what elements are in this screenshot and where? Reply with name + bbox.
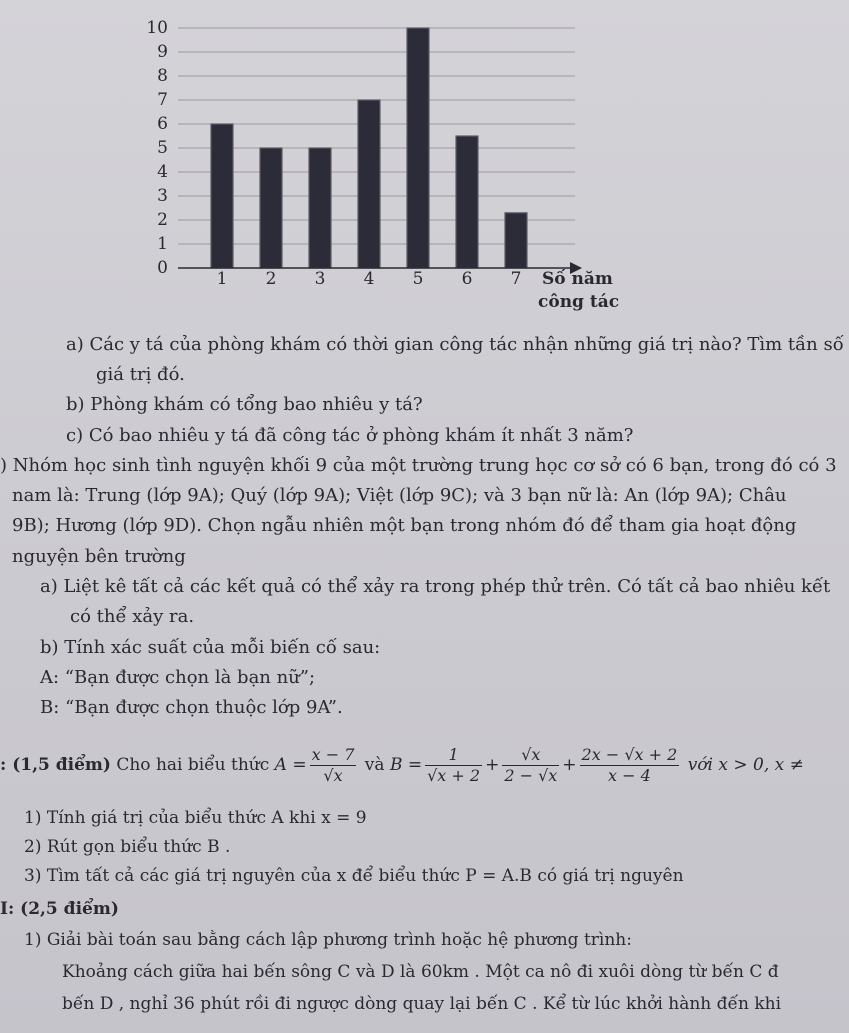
expr-a-lhs: A = bbox=[274, 755, 307, 775]
fraction-b2-denominator: 2 − √x bbox=[504, 766, 558, 785]
fraction-b3 bbox=[580, 745, 680, 786]
x-tick-label: 2 bbox=[265, 269, 277, 289]
q3-expression-line bbox=[0, 742, 804, 788]
x-axis-title-line2: công tác bbox=[538, 292, 620, 312]
q3-item1: 1) Tính giá trị của biểu thức A khi x = 9 bbox=[24, 808, 367, 828]
q1a-line2: giá trị đó. bbox=[96, 364, 185, 385]
plus-sign-2: + bbox=[562, 755, 577, 775]
fraction-b2-numerator: √x bbox=[502, 745, 559, 766]
x-tick-label: 1 bbox=[216, 269, 228, 289]
y-tick-label: 1 bbox=[157, 234, 168, 254]
and-word: và bbox=[364, 755, 385, 775]
domain-condition: với x > 0, x ≠ bbox=[687, 755, 804, 775]
bar-2 bbox=[260, 148, 282, 268]
plus-sign-1: + bbox=[485, 755, 500, 775]
q2a-line1: a) Liệt kê tất cả các kết quả có thể xảy ra trong phép thử trên. Có tất cả bao nhiêu kết bbox=[40, 576, 831, 597]
q2-line1: ) Nhóm học sinh tình nguyện khối 9 của một trường trung học cơ sở có 6 bạn, trong đó có 3 bbox=[0, 455, 837, 476]
bar-4 bbox=[358, 100, 380, 268]
q2-line3: 9B); Hương (lớp 9D). Chọn ngẫu nhiên một bạn trong nhóm đó để tham gia hoạt động bbox=[12, 515, 797, 536]
q4-line2: Khoảng cách giữa hai bến sông C và D là 60km . Một ca nô đi xuôi dòng từ bến C đ bbox=[62, 962, 779, 982]
q3-intro: Cho hai biểu thức bbox=[116, 755, 270, 775]
bar-chart bbox=[130, 0, 650, 320]
q4-item1: 1) Giải bài toán sau bằng cách lập phương trình hoặc hệ phương trình: bbox=[24, 930, 632, 950]
fraction-b3-denominator: x − 4 bbox=[608, 766, 651, 785]
q1b-line: b) Phòng khám có tổng bao nhiêu y tá? bbox=[66, 394, 423, 415]
bar-6 bbox=[456, 136, 478, 268]
q2a-line2: có thể xảy ra. bbox=[70, 606, 195, 627]
y-tick-label: 3 bbox=[157, 186, 168, 206]
event-b-line: B: “Bạn được chọn thuộc lớp 9A”. bbox=[40, 697, 343, 718]
y-tick-label: 10 bbox=[146, 18, 168, 38]
x-tick-label: 5 bbox=[412, 269, 424, 289]
y-tick-label: 8 bbox=[157, 66, 168, 86]
fraction-a-numerator: x − 7 bbox=[311, 745, 355, 764]
fraction-b1 bbox=[425, 745, 482, 786]
fraction-b3-numerator: 2x − √x + 2 bbox=[581, 745, 678, 764]
y-tick-label: 0 bbox=[157, 258, 168, 278]
y-tick-label: 2 bbox=[157, 210, 168, 230]
y-tick-label: 4 bbox=[157, 162, 168, 182]
q1c-line: c) Có bao nhiêu y tá đã công tác ở phòng khám ít nhất 3 năm? bbox=[66, 425, 634, 446]
bar-1 bbox=[211, 124, 233, 268]
y-tick-label: 9 bbox=[157, 42, 168, 62]
q4-header: I: (2,5 điểm) bbox=[0, 899, 119, 919]
q3-points: : (1,5 điểm) bbox=[0, 755, 111, 775]
q2b-line: b) Tính xác suất của mỗi biến cố sau: bbox=[40, 637, 381, 658]
q2-line2: nam là: Trung (lớp 9A); Quý (lớp 9A); Việt (lớp 9C); và 3 bạn nữ là: An (lớp 9A); Châu bbox=[12, 485, 787, 506]
fraction-a bbox=[310, 745, 357, 786]
y-tick-label: 6 bbox=[157, 114, 168, 134]
q2-line4: nguyện bên trường bbox=[12, 546, 186, 567]
q3-item2: 2) Rút gọn biểu thức B . bbox=[24, 837, 231, 857]
x-tick-label: 6 bbox=[461, 269, 473, 289]
x-axis-title-line1: Số năm bbox=[542, 269, 613, 289]
x-tick-label: 7 bbox=[510, 269, 522, 289]
x-tick-label: 4 bbox=[363, 269, 375, 289]
fraction-a-denominator: √x bbox=[323, 766, 343, 785]
event-a-line: A: “Bạn được chọn là bạn nữ”; bbox=[40, 667, 316, 688]
y-tick-label: 7 bbox=[157, 90, 168, 110]
expr-b-lhs: B = bbox=[389, 755, 423, 775]
bar-5 bbox=[407, 28, 429, 268]
fraction-b2 bbox=[502, 745, 559, 786]
bar-3 bbox=[309, 148, 331, 268]
x-tick-label: 3 bbox=[314, 269, 326, 289]
q3-item3: 3) Tìm tất cả các giá trị nguyên của x để biểu thức P = A.B có giá trị nguyên bbox=[24, 866, 684, 886]
y-tick-label: 5 bbox=[157, 138, 168, 158]
fraction-b1-numerator: 1 bbox=[425, 745, 482, 766]
fraction-b1-denominator: √x + 2 bbox=[427, 766, 481, 785]
bar-7 bbox=[505, 213, 527, 268]
q4-line3: bến D , nghỉ 36 phút rồi đi ngược dòng quay lại bến C . Kể từ lúc khởi hành đến khi bbox=[62, 994, 782, 1014]
q1a-line1: a) Các y tá của phòng khám có thời gian công tác nhận những giá trị nào? Tìm tần số bbox=[66, 334, 844, 355]
